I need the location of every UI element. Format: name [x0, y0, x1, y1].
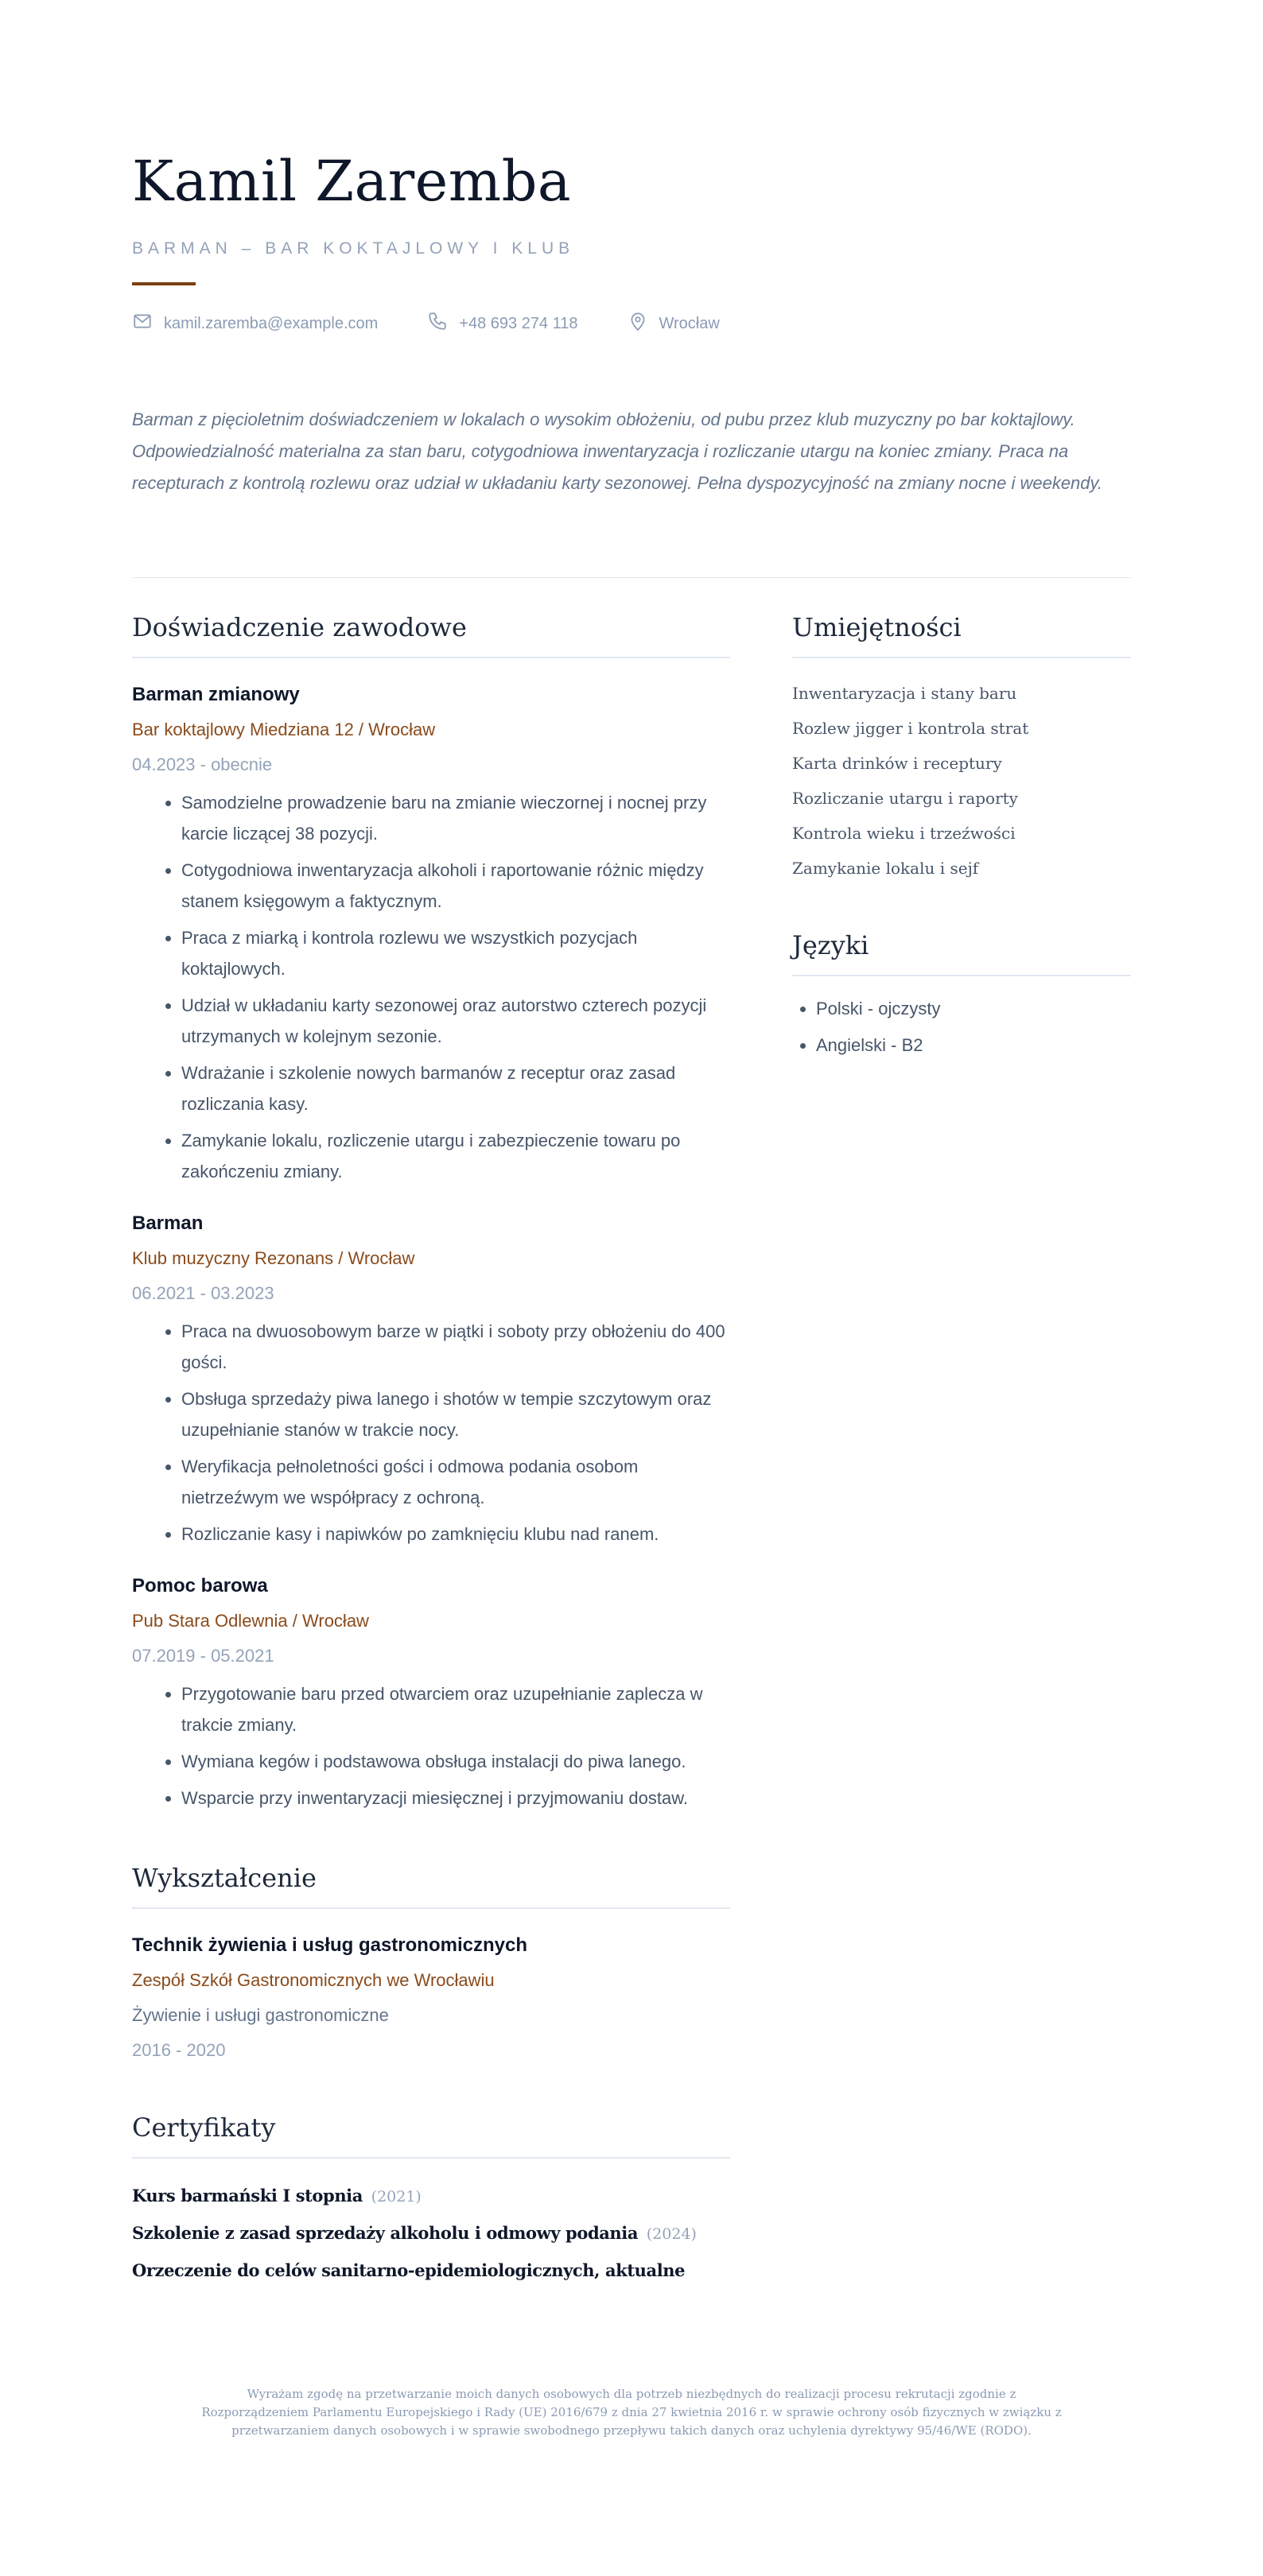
education-degree: Technik żywienia i usług gastronomicznych — [132, 1934, 527, 1956]
job-bullet: • Wdrażanie i szkolenie nowych barmanów z receptur oraz zasad rozliczania kasy. — [181, 1057, 730, 1119]
certificate-name: Orzeczenie do celów sanitarno-epidemiologicznych, aktualne — [132, 2260, 686, 2280]
certificate-item — [132, 2215, 730, 2252]
job-dates: 04.2023 - obecnie — [132, 755, 273, 774]
job-title-line: BARMAN – BAR KOKTAJLOWY I KLUB — [132, 239, 575, 258]
skill-item: Inwentaryzacja i stany baru — [792, 684, 1017, 703]
contact-row — [132, 311, 1131, 336]
job-dates: 06.2021 - 03.2023 — [132, 1283, 274, 1303]
job-bullets — [132, 787, 730, 1187]
job-company: Pub Stara Odlewnia / Wrocław — [132, 1611, 369, 1631]
map-pin-icon — [628, 311, 648, 336]
phone-icon — [427, 311, 448, 336]
job-bullets — [132, 1678, 730, 1814]
email-text: kamil.zaremba@example.com — [164, 314, 379, 332]
job-bullets — [132, 1316, 730, 1550]
language-item: • Polski - ojczysty — [816, 991, 1131, 1027]
job-bullet: • Udział w układaniu karty sezonowej oraz autorstwo czterech pozycji utrzymanych w kolejnym sezonie. — [181, 990, 730, 1052]
job-bullet: • Weryfikacja pełnoletności gości i odmowa podania osobom nietrzeźwym we współpracy z ochroną. — [181, 1451, 730, 1513]
contact-phone[interactable] — [427, 311, 577, 336]
accent-divider — [132, 282, 196, 285]
skill-item: Kontrola wieku i trzeźwości — [792, 824, 1016, 843]
job-entry — [132, 682, 730, 1187]
job-entry — [132, 1573, 730, 1814]
job-bullet: • Samodzielne prowadzenie baru na zmianie wieczornej i nocnej przy karcie liczącej 38 pozycji. — [181, 787, 730, 849]
skill-item: Zamykanie lokalu i sejf — [792, 859, 979, 878]
job-bullet: • Praca na dwuosobowym barze w piątki i soboty przy obłożeniu do 400 gości. — [181, 1316, 730, 1378]
certificates-heading: Certyfikaty — [132, 2112, 730, 2159]
job-company: Klub muzyczny Rezonans / Wrocław — [132, 1248, 415, 1268]
languages-heading: Języki — [792, 930, 1131, 976]
skills-list — [792, 676, 1131, 886]
job-bullet: • Cotygodniowa inwentaryzacja alkoholi i raportowanie różnic między stanem księgowym a faktycznym. — [181, 855, 730, 917]
skills-heading: Umiejętności — [792, 612, 1131, 658]
certificate-item — [132, 2252, 730, 2290]
job-position: Pomoc barowa — [132, 1575, 268, 1596]
job-bullet: • Przygotowanie baru przed otwarciem oraz uzupełnianie zaplecza w trakcie zmiany. — [181, 1678, 730, 1740]
certificates-list — [132, 2178, 730, 2290]
languages-list — [792, 991, 1131, 1064]
mail-icon — [132, 311, 153, 336]
education-dates: 2016 - 2020 — [132, 2040, 226, 2060]
certificate-year: (2024) — [646, 2225, 697, 2243]
job-position: Barman — [132, 1212, 204, 1234]
resume-header — [132, 151, 1131, 336]
job-position: Barman zmianowy — [132, 684, 300, 705]
language-item: • Angielski - B2 — [816, 1027, 1131, 1064]
job-bullet: • Wsparcie przy inwentaryzacji miesięcznej i przyjmowaniu dostaw. — [181, 1783, 730, 1814]
sidebar-column — [792, 612, 1131, 1064]
job-dates: 07.2019 - 05.2021 — [132, 1646, 274, 1666]
job-bullet: • Zamykanie lokalu, rozliczenie utargu i zabezpieczenie towaru po zakończeniu zmiany. — [181, 1125, 730, 1187]
header-divider — [132, 577, 1131, 578]
job-bullet: • Wymiana kegów i podstawowa obsługa instalacji do piwa lanego. — [181, 1746, 730, 1777]
certificate-year: (2021) — [371, 2188, 422, 2206]
education-heading: Wykształcenie — [132, 1863, 730, 1909]
education-field: Żywienie i usługi gastronomiczne — [132, 2005, 389, 2025]
candidate-name: Kamil Zaremba — [132, 149, 572, 214]
phone-text: +48 693 274 118 — [459, 314, 578, 332]
job-company: Bar koktajlowy Miedziana 12 / Wrocław — [132, 720, 436, 739]
skill-item: Karta drinków i receptury — [792, 754, 1002, 773]
job-bullet: • Rozliczanie kasy i napiwków po zamknięciu klubu nad ranem. — [181, 1519, 730, 1550]
contact-location — [628, 311, 720, 336]
education-section — [132, 1863, 730, 2063]
education-school: Zespół Szkół Gastronomicznych we Wrocławiu — [132, 1970, 495, 1990]
contact-email[interactable] — [132, 311, 378, 336]
job-entry — [132, 1211, 730, 1550]
location-text: Wrocław — [659, 314, 720, 332]
certificate-item — [132, 2178, 730, 2215]
experience-heading: Doświadczenie zawodowe — [132, 612, 730, 658]
languages-section — [792, 930, 1131, 1064]
skill-item: Rozlew jigger i kontrola strat — [792, 719, 1029, 738]
skill-item: Rozliczanie utargu i raporty — [792, 789, 1018, 808]
certificates-section — [132, 2112, 730, 2290]
certificate-name: Kurs barmański I stopnia — [132, 2186, 363, 2206]
profile-summary: Barman z pięcioletnim doświadczeniem w lokalach o wysokim obłożeniu, od pubu przez klub muzyczny po bar koktajlowy. Odpowiedzialność materialna za stan baru, cotygodniowa inwentaryzacja i rozliczanie utargu na koniec zmiany. Praca na recepturach z kontrolą rozlewu oraz udział w układaniu karty sezonowej. Pełna dyspozycyjność na zmiany nocne i weekendy. — [132, 409, 1103, 493]
job-bullet: • Praca z miarką i kontrola rozlewu we wszystkich pozycjach koktajlowych. — [181, 922, 730, 984]
main-column — [132, 612, 730, 2290]
certificate-name: Szkolenie z zasad sprzedaży alkoholu i odmowy podania — [132, 2223, 639, 2243]
job-bullet: • Obsługa sprzedaży piwa lanego i shotów w tempie szczytowym oraz uzupełnianie stanów w trakcie nocy. — [181, 1383, 730, 1445]
gdpr-consent: Wyrażam zgodę na przetwarzanie moich danych osobowych dla potrzeb niezbędnych do realizacji procesu rekrutacji zgodnie z Rozporządzeniem Parlamentu Europejskiego i Rady (UE) 2016/679 z dnia 27 kwietnia 2016 r. w sprawie ochrony osób fizycznych w związku z przetwarzaniem danych osobowych i w sprawie swobodnego przepływu takich danych oraz uchylenia dyrektywy 95/46/WE (RODO). — [201, 2387, 1062, 2438]
